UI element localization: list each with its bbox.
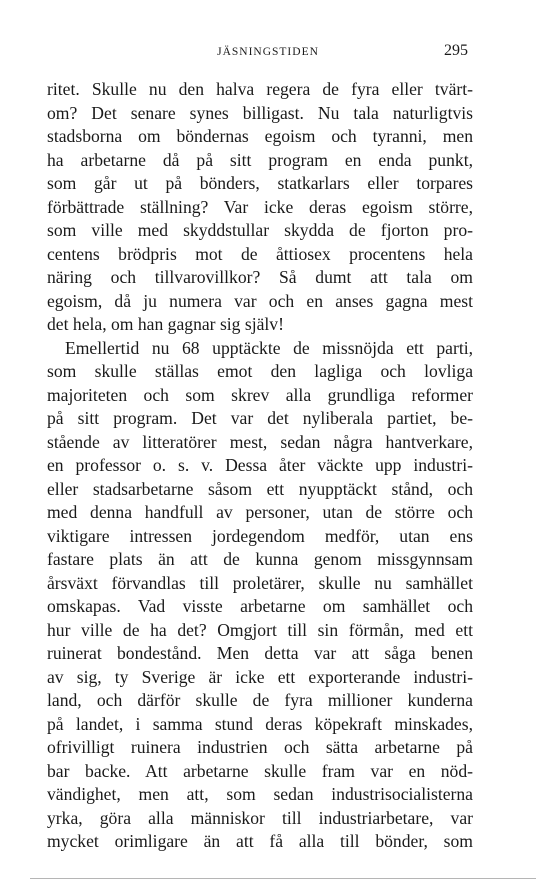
text-line: fastare plats än att de kunna genom missgynnsam [47,549,473,569]
text-line: på sitt program. Det var det nyliberala partiet, be- [47,408,473,428]
text-line: på landet, i samma stund deras köpekraft minskades, [47,713,473,734]
text-line: av sig, ty Sverige är icke ett exporterande industri- [47,666,473,687]
text-line: som ville med skyddstullar skydda de fjorton pro- [47,220,473,240]
paragraph [47,337,473,854]
running-title: JÄSNINGSTIDEN [217,46,319,58]
text-line: land, och därför skulle de fyra millioner kunderna [47,690,473,710]
text-line: ruinerat bondestånd. Men detta var att såga benen [47,643,473,663]
page-edge-rule [30,878,536,879]
text-line: majoriteten och som skrev alla grundliga reformer [47,384,473,405]
text-line: hur ville de ha det? Omgjort till sin förmån, med ett [47,619,473,640]
page-number: 295 [444,42,468,59]
text-line: egoism, då ju numera var och en anses gagna mest [47,290,473,311]
text-line: årsväxt förvandlas till proletärer, skulle nu samhället [47,572,473,593]
text-line: ritet. Skulle nu den halva regera de fyra eller tvärt- [47,79,473,99]
text-line: stadsborna om böndernas egoism och tyranni, men [47,126,473,146]
text-line: bar backe. Att arbetarne skulle fram var en nöd- [47,760,473,781]
text-line: en professor o. s. v. Dessa åter väckte upp industri- [47,455,473,475]
text-line: Emellertid nu 68 upptäckte de missnöjda ett parti, [65,337,473,358]
paragraph [47,78,473,337]
text-line: ofrivilligt ruinera industrien och sätta arbetarne på [47,737,473,757]
running-head [48,42,488,62]
text-line: näring och tillvarovillkor? Så dumt att tala om [47,267,473,287]
text-line: yrka, göra alla människor till industriarbetare, var [47,807,473,828]
text-line: om? Det senare synes billigast. Nu tala naturligtvis [47,102,473,123]
text-line: som skulle ställas emot den lagliga och lovliga [47,361,473,381]
text-line: viktigare intressen jordegendom medför, utan ens [47,525,473,546]
text-line: omskapas. Vad visste arbetarne om samhället och [47,596,473,616]
text-line: stående av litteratörer mest, sedan några hantverkare, [47,431,473,452]
text-line: vändighet, men att, som sedan industrisocialisterna [47,784,473,804]
text-line: förbättrade ställning? Var icke deras egoism större, [47,196,473,217]
text-line: centens brödpris mot de åttiosex procentens hela [47,243,473,264]
text-line: det hela, om han gagnar sig själv! [47,314,284,334]
text-line: som går ut på bönders, statkarlars eller torpares [47,173,473,193]
text-line: eller stadsarbetarne såsom ett nyupptäckt stånd, och [47,478,473,499]
body-text [47,78,473,854]
text-line: mycket orimligare än att få alla till bönder, som [47,831,473,851]
text-line: ha arbetarne då på sitt program en enda punkt, [47,149,473,170]
text-line: med denna handfull av personer, utan de större och [47,502,473,522]
